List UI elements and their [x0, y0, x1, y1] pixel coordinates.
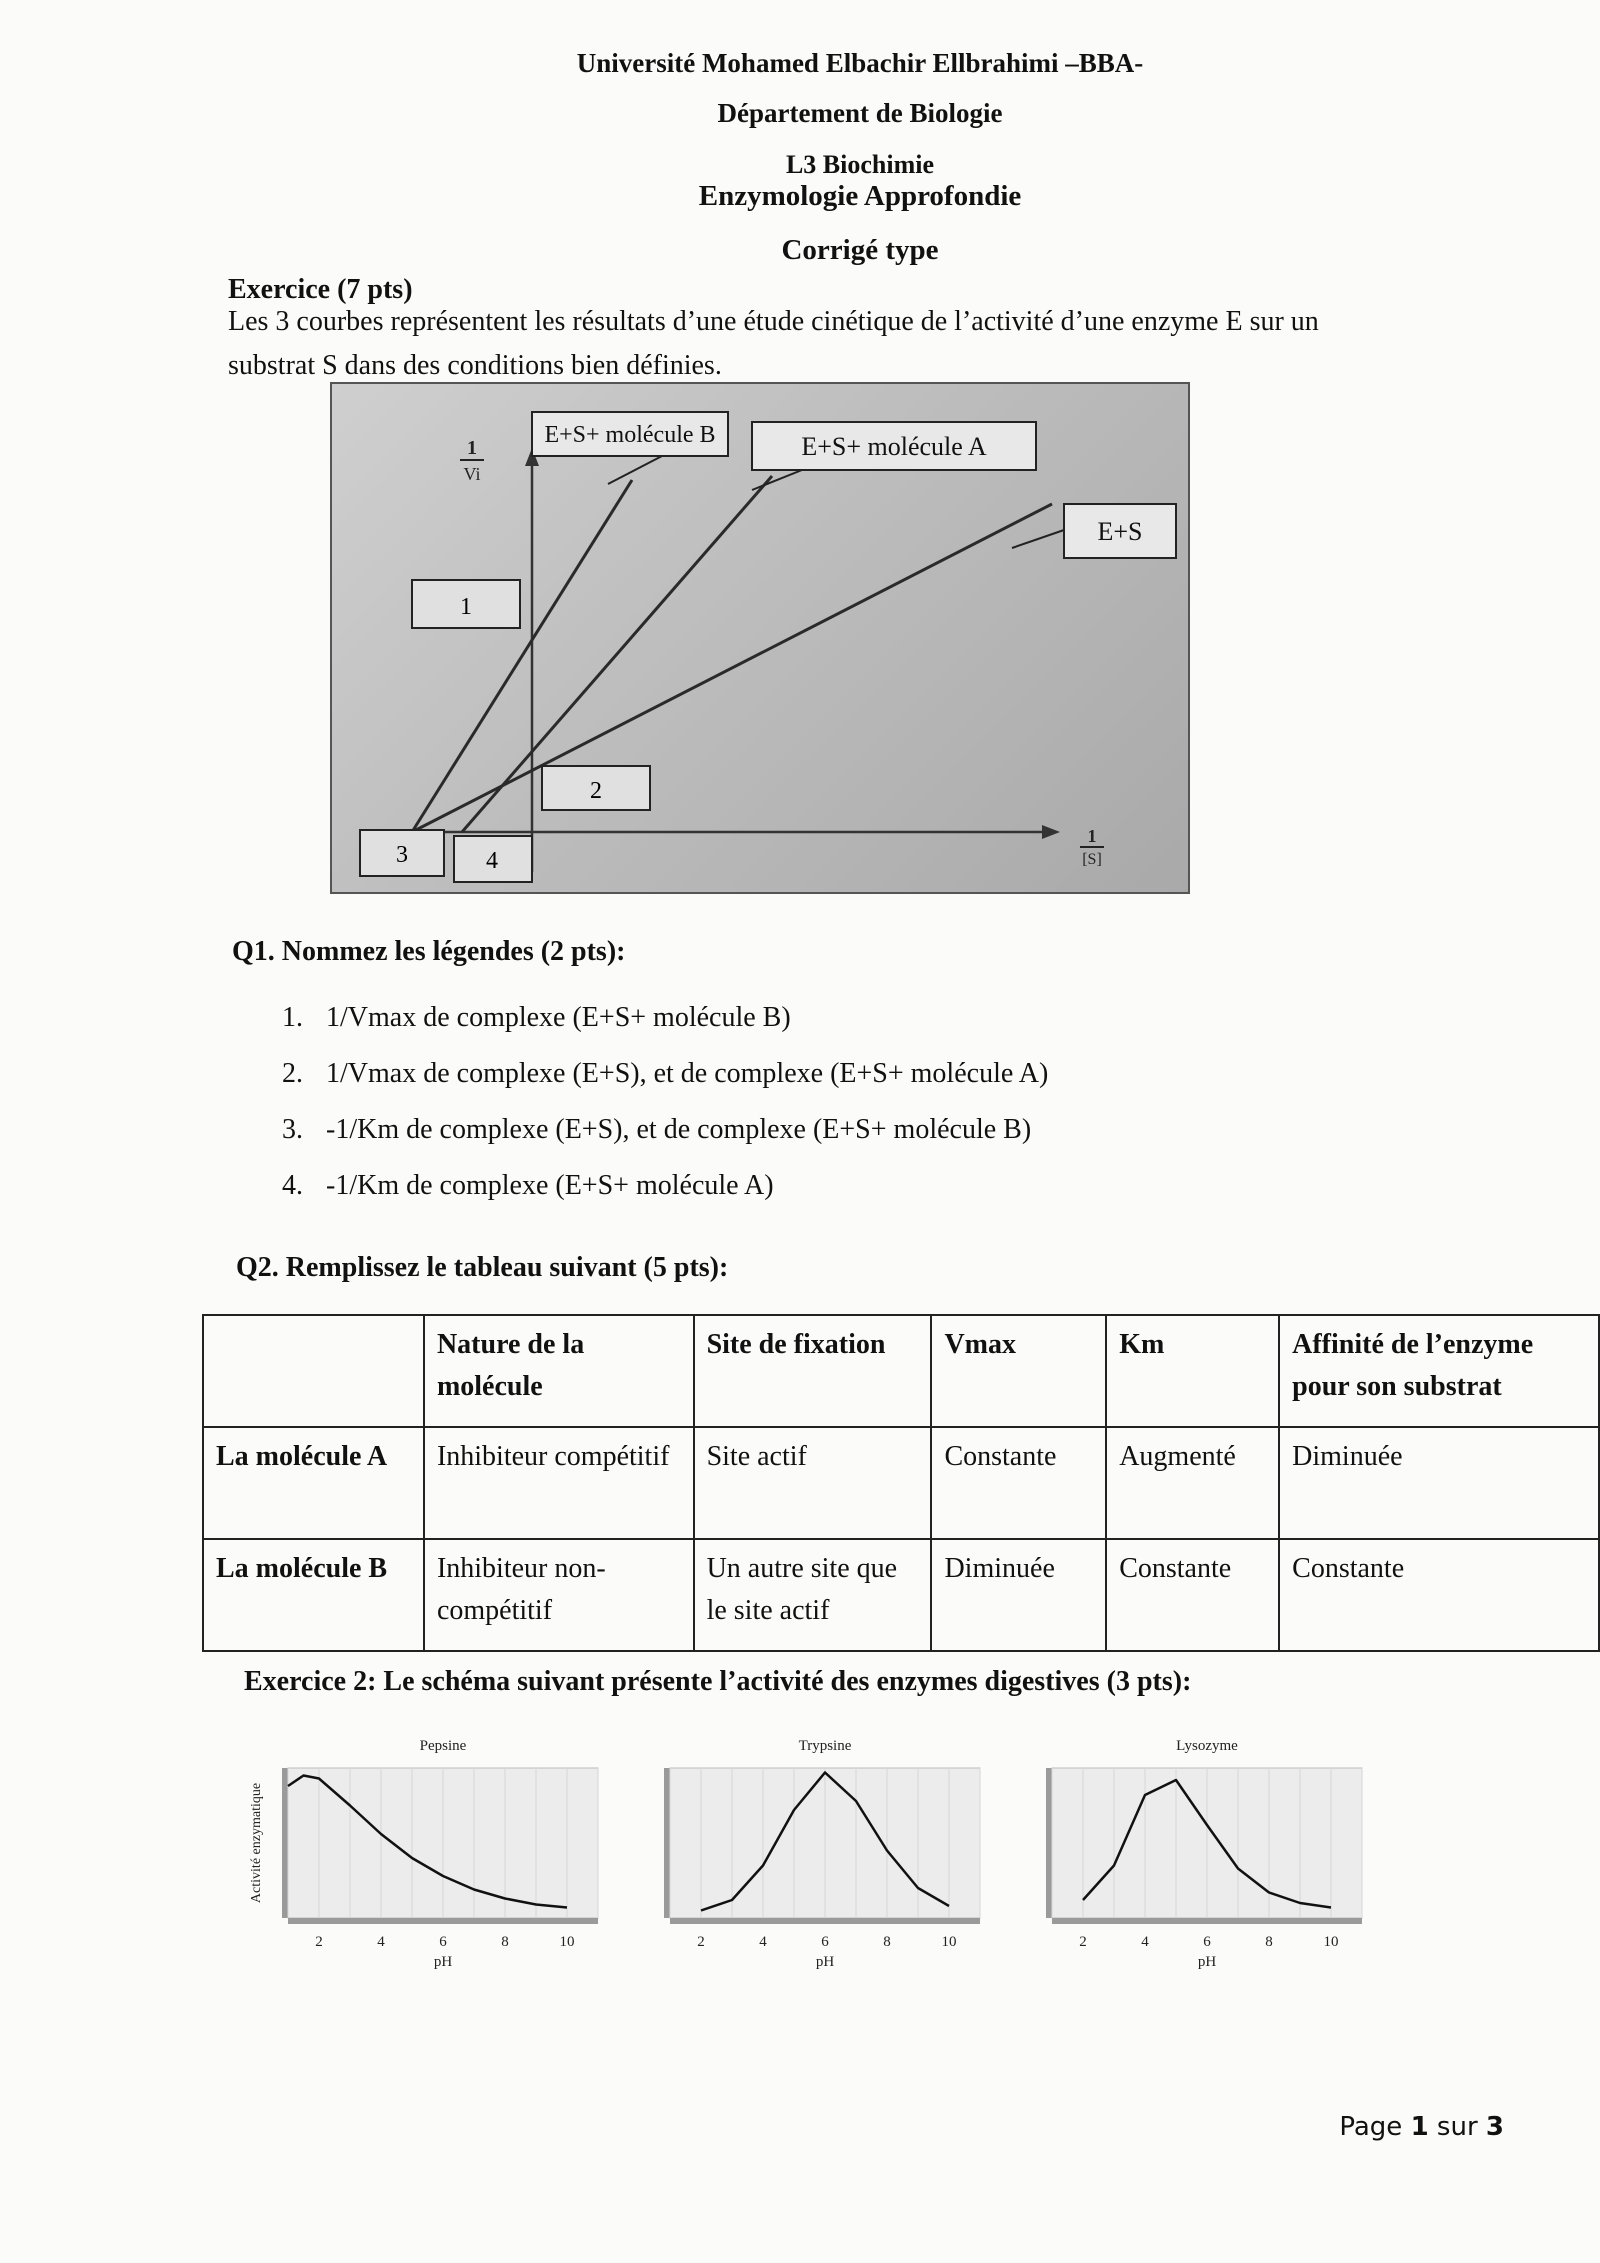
q1-answer-list	[282, 990, 1048, 1214]
intro-line-2: substrat S dans des conditions bien définies.	[228, 350, 722, 381]
x-axis-label: pH	[815, 1954, 835, 1970]
table-cell: Augmenté	[1106, 1427, 1279, 1539]
x-axis-band	[288, 1918, 598, 1924]
table-header-cell	[203, 1315, 424, 1427]
label-molecule-a: E+S+ molécule A	[801, 432, 987, 461]
enzyme-chart-pepsine	[238, 1728, 618, 1993]
list-item-text: 1/Vmax de complexe (E+S+ molécule B)	[326, 1002, 791, 1033]
table-cell: Inhibiteur compétitif	[424, 1427, 694, 1539]
enzyme-chart-trypsine	[620, 1728, 1000, 1993]
list-item	[282, 1158, 1048, 1214]
tick-label: 10	[941, 1934, 957, 1950]
label-e-s: E+S	[1097, 517, 1143, 546]
tick-label: 2	[697, 1934, 705, 1950]
list-item-number: 4.	[282, 1170, 303, 1201]
chart-title: Lysozyme	[1176, 1738, 1238, 1754]
legend-box-2-text: 2	[590, 778, 602, 804]
list-item	[282, 1046, 1048, 1102]
legend-box-4-text: 4	[486, 848, 498, 874]
chart-title: Trypsine	[798, 1738, 852, 1754]
exercise1-title: Exercice (7 pts)	[228, 274, 413, 305]
line-e-s	[412, 504, 1052, 832]
x-axis-arrow	[1042, 825, 1060, 839]
q1-title: Q1. Nommez les légendes (2 pts):	[232, 936, 626, 967]
list-item-number: 2.	[282, 1058, 303, 1089]
table-cell: Site actif	[694, 1427, 932, 1539]
table-row	[203, 1539, 1599, 1651]
tick-label: 4	[1141, 1934, 1149, 1950]
legend-box-3-text: 3	[396, 842, 408, 868]
table-header-row	[203, 1315, 1599, 1427]
intro-line-1: Les 3 courbes représentent les résultats d’une étude cinétique de l’activité d’une enzyme E sur un	[228, 306, 1319, 337]
pointer-molecule-a	[752, 470, 802, 490]
enzyme-chart-svg	[1002, 1728, 1382, 1988]
x-axis-band	[670, 1918, 980, 1924]
x-axis-label: pH	[1197, 1954, 1217, 1970]
lineweaver-burk-figure	[330, 382, 1190, 894]
tick-label: 4	[377, 1934, 385, 1950]
lineweaver-burk-svg	[332, 384, 1188, 892]
y-axis-label-num: 1	[467, 437, 477, 459]
list-item-number: 1.	[282, 1002, 303, 1033]
tick-label: 10	[1323, 1934, 1339, 1950]
course-title: Enzymologie Approfondie	[698, 180, 1022, 212]
x-axis-label: pH	[433, 1954, 453, 1970]
list-item-number: 3.	[282, 1114, 303, 1145]
tick-label: 4	[759, 1934, 767, 1950]
department-name: Département de Biologie	[717, 98, 1003, 128]
page-sep: sur	[1436, 2112, 1478, 2142]
table-header-cell: Km	[1106, 1315, 1279, 1427]
y-axis-band	[664, 1768, 670, 1918]
tick-label: 6	[821, 1934, 829, 1950]
tick-label: 2	[1079, 1934, 1087, 1950]
table-header-cell: Nature de la molécule	[424, 1315, 694, 1427]
page-current: 1	[1410, 2112, 1429, 2142]
table-cell: Inhibiteur non-compétitif	[424, 1539, 694, 1651]
pointer-e-s	[1012, 530, 1064, 548]
x-axis-label-den: [S]	[1082, 851, 1102, 868]
legend-box-1-text: 1	[460, 594, 472, 620]
table-cell: La molécule A	[203, 1427, 424, 1539]
table-cell: La molécule B	[203, 1539, 424, 1651]
tick-label: 8	[501, 1934, 509, 1950]
y-axis-label-den: Vi	[463, 464, 481, 484]
list-item	[282, 1102, 1048, 1158]
q2-title: Q2. Remplissez le tableau suivant (5 pts):	[236, 1252, 729, 1283]
y-axis-band	[1046, 1768, 1052, 1918]
list-item-text: -1/Km de complexe (E+S+ molécule A)	[326, 1170, 774, 1201]
y-axis-band	[282, 1768, 288, 1918]
x-axis-label-num: 1	[1087, 826, 1097, 846]
level-label: L3 Biochimie	[785, 150, 935, 179]
page-prefix: Page	[1339, 2112, 1403, 2142]
tick-label: 10	[559, 1934, 575, 1950]
x-axis-band	[1052, 1918, 1362, 1924]
university-name: Université Mohamed Elbachir Ellbrahimi –BBA-	[576, 48, 1144, 78]
table-cell: Diminuée	[931, 1539, 1106, 1651]
table-header-cell: Site de fixation	[694, 1315, 932, 1427]
answer-table	[202, 1314, 1600, 1652]
tick-label: 8	[1265, 1934, 1273, 1950]
table-row	[203, 1427, 1599, 1539]
table-cell: Un autre site que le site actif	[694, 1539, 932, 1651]
enzyme-chart-svg	[620, 1728, 1000, 1988]
table-cell: Constante	[1106, 1539, 1279, 1651]
exercise2-title: Exercice 2: Le schéma suivant présente l’activité des enzymes digestives (3 pts):	[244, 1666, 1192, 1697]
list-item-text: 1/Vmax de complexe (E+S), et de complexe (E+S+ molécule A)	[326, 1058, 1049, 1089]
list-item-text: -1/Km de complexe (E+S), et de complexe (E+S+ molécule B)	[326, 1114, 1032, 1145]
document-type: Corrigé type	[781, 234, 939, 266]
table-cell: Constante	[1279, 1539, 1599, 1651]
y-axis-label: Activité enzymatique	[249, 1782, 264, 1904]
table-header-cell: Affinité de l’enzyme pour son substrat	[1279, 1315, 1599, 1427]
table-cell: Diminuée	[1279, 1427, 1599, 1539]
enzyme-chart-svg	[238, 1728, 618, 1988]
label-molecule-b: E+S+ molécule B	[544, 422, 716, 448]
exercise1-intro	[228, 300, 1488, 388]
page-total: 3	[1485, 2112, 1504, 2142]
tick-label: 2	[315, 1934, 323, 1950]
page-number	[1339, 2112, 1504, 2142]
tick-label: 6	[1203, 1934, 1211, 1950]
tick-label: 8	[883, 1934, 891, 1950]
enzyme-chart-lysozyme	[1002, 1728, 1382, 1993]
pointer-molecule-b	[608, 456, 662, 484]
table-cell: Constante	[931, 1427, 1106, 1539]
chart-title: Pepsine	[419, 1738, 467, 1754]
list-item	[282, 990, 1048, 1046]
table-header-cell: Vmax	[931, 1315, 1106, 1427]
tick-label: 6	[439, 1934, 447, 1950]
